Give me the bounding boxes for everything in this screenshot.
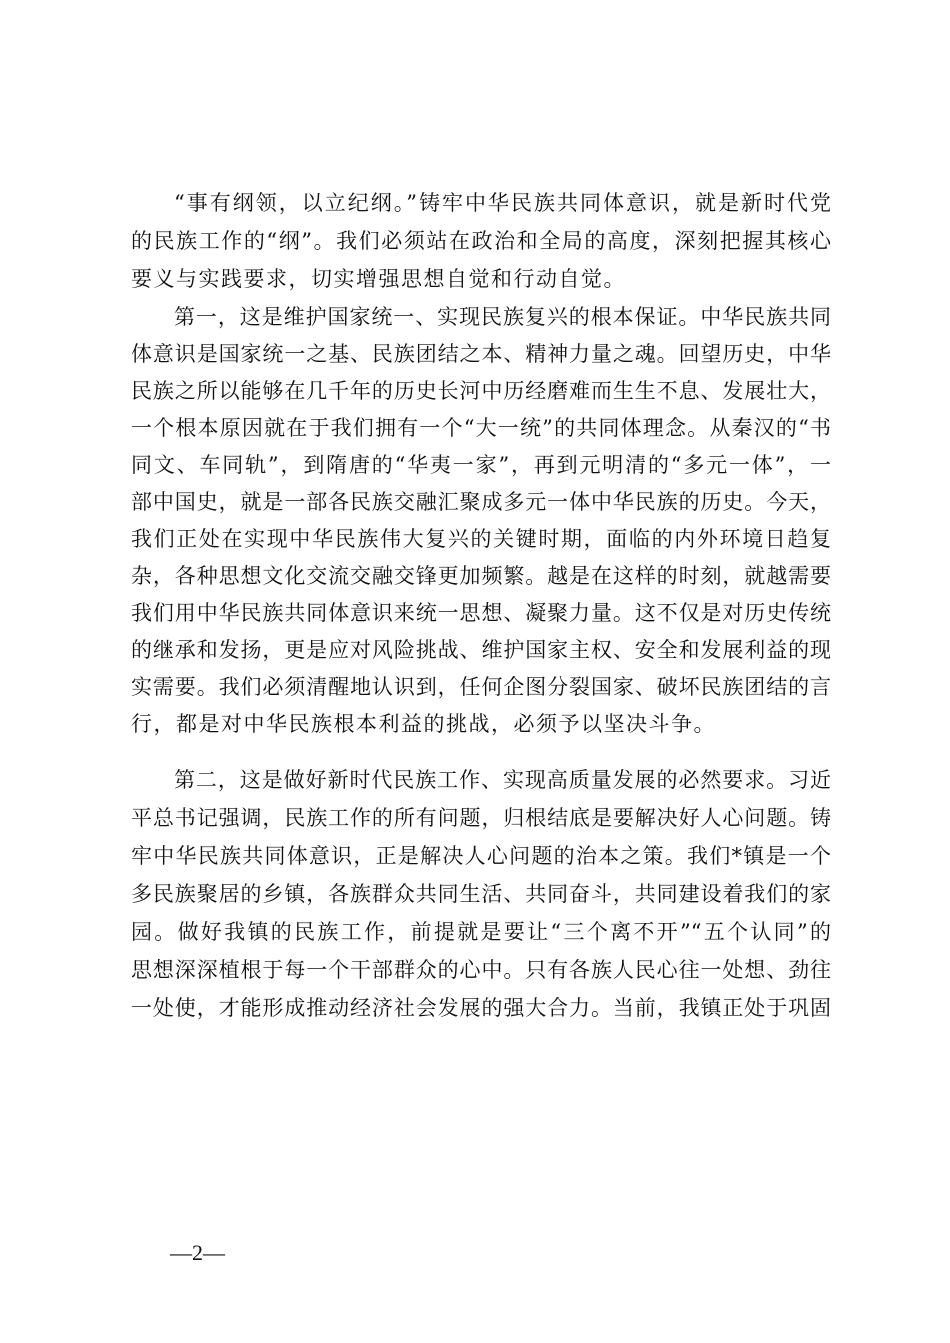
text-line: 我们正处在实现中华民族伟大复兴的关键时期，面临的内外环境日趋复	[131, 527, 831, 551]
text-line: 多民族聚居的乡镇，各族群众共同生活、共同奋斗，共同建设着我们的家	[131, 882, 831, 906]
text-line: 第二，这是做好新时代民族工作、实现高质量发展的必然要求。习近	[174, 768, 831, 792]
page-number: —2—	[170, 1240, 225, 1265]
text-line: 体意识是国家统一之基、民族团结之本、精神力量之魂。回望历史，中华	[131, 342, 831, 366]
text-line: 杂，各种思想文化交流交融交锋更加频繁。越是在这样的时刻，就越需要	[131, 564, 831, 588]
text-line: 同文、车同轨”，到隋唐的“华夷一家”，再到元明清的“多元一体”，一	[131, 453, 831, 477]
text-line: 我们用中华民族共同体意识来统一思想、凝聚力量。这不仅是对历史传统	[131, 601, 831, 625]
text-line: 思想深深植根于每一个干部群众的心中。只有各族人民心往一处想、劲往	[131, 958, 831, 982]
text-line: 的民族工作的“纲”。我们必须站在政治和全局的高度，深刻把握其核心	[131, 229, 831, 253]
text-line: 民族之所以能够在几千年的历史长河中历经磨难而生生不息、发展壮大，	[131, 379, 831, 403]
text-line: 平总书记强调，民族工作的所有问题，归根结底是要解决好人心问题。铸	[131, 806, 831, 830]
paragraph-first-point	[131, 299, 831, 743]
text-line: 部中国史，就是一部各民族交融汇聚成多元一体中华民族的历史。今天，	[131, 490, 831, 514]
paragraph-intro	[131, 184, 831, 298]
text-line: 第一，这是维护国家统一、实现民族复兴的根本保证。中华民族共同	[174, 305, 831, 329]
text-line: 园。做好我镇的民族工作，前提就是要让“三个离不开”“五个认同”的	[131, 920, 831, 944]
text-line: 实需要。我们必须清醒地认识到，任何企图分裂国家、破坏民族团结的言	[131, 675, 831, 699]
text-line: 牢中华民族共同体意识，正是解决人心问题的治本之策。我们*镇是一个	[131, 844, 831, 868]
text-line: 一个根本原因就在于我们拥有一个“大一统”的共同体理念。从秦汉的“书	[131, 416, 831, 440]
text-line: 行，都是对中华民族根本利益的挑战，必须予以坚决斗争。	[131, 712, 716, 736]
text-line: 要义与实践要求，切实增强思想自觉和行动自觉。	[131, 267, 626, 291]
paragraph-second-point	[131, 761, 831, 1027]
text-line: 一处使，才能形成推动经济社会发展的强大合力。当前，我镇正处于巩固	[131, 996, 831, 1020]
text-line: 的继承和发扬，更是应对风险挑战、维护国家主权、安全和发展利益的现	[131, 638, 831, 662]
text-line: “事有纲领，以立纪纲。”铸牢中华民族共同体意识，就是新时代党	[174, 191, 831, 215]
